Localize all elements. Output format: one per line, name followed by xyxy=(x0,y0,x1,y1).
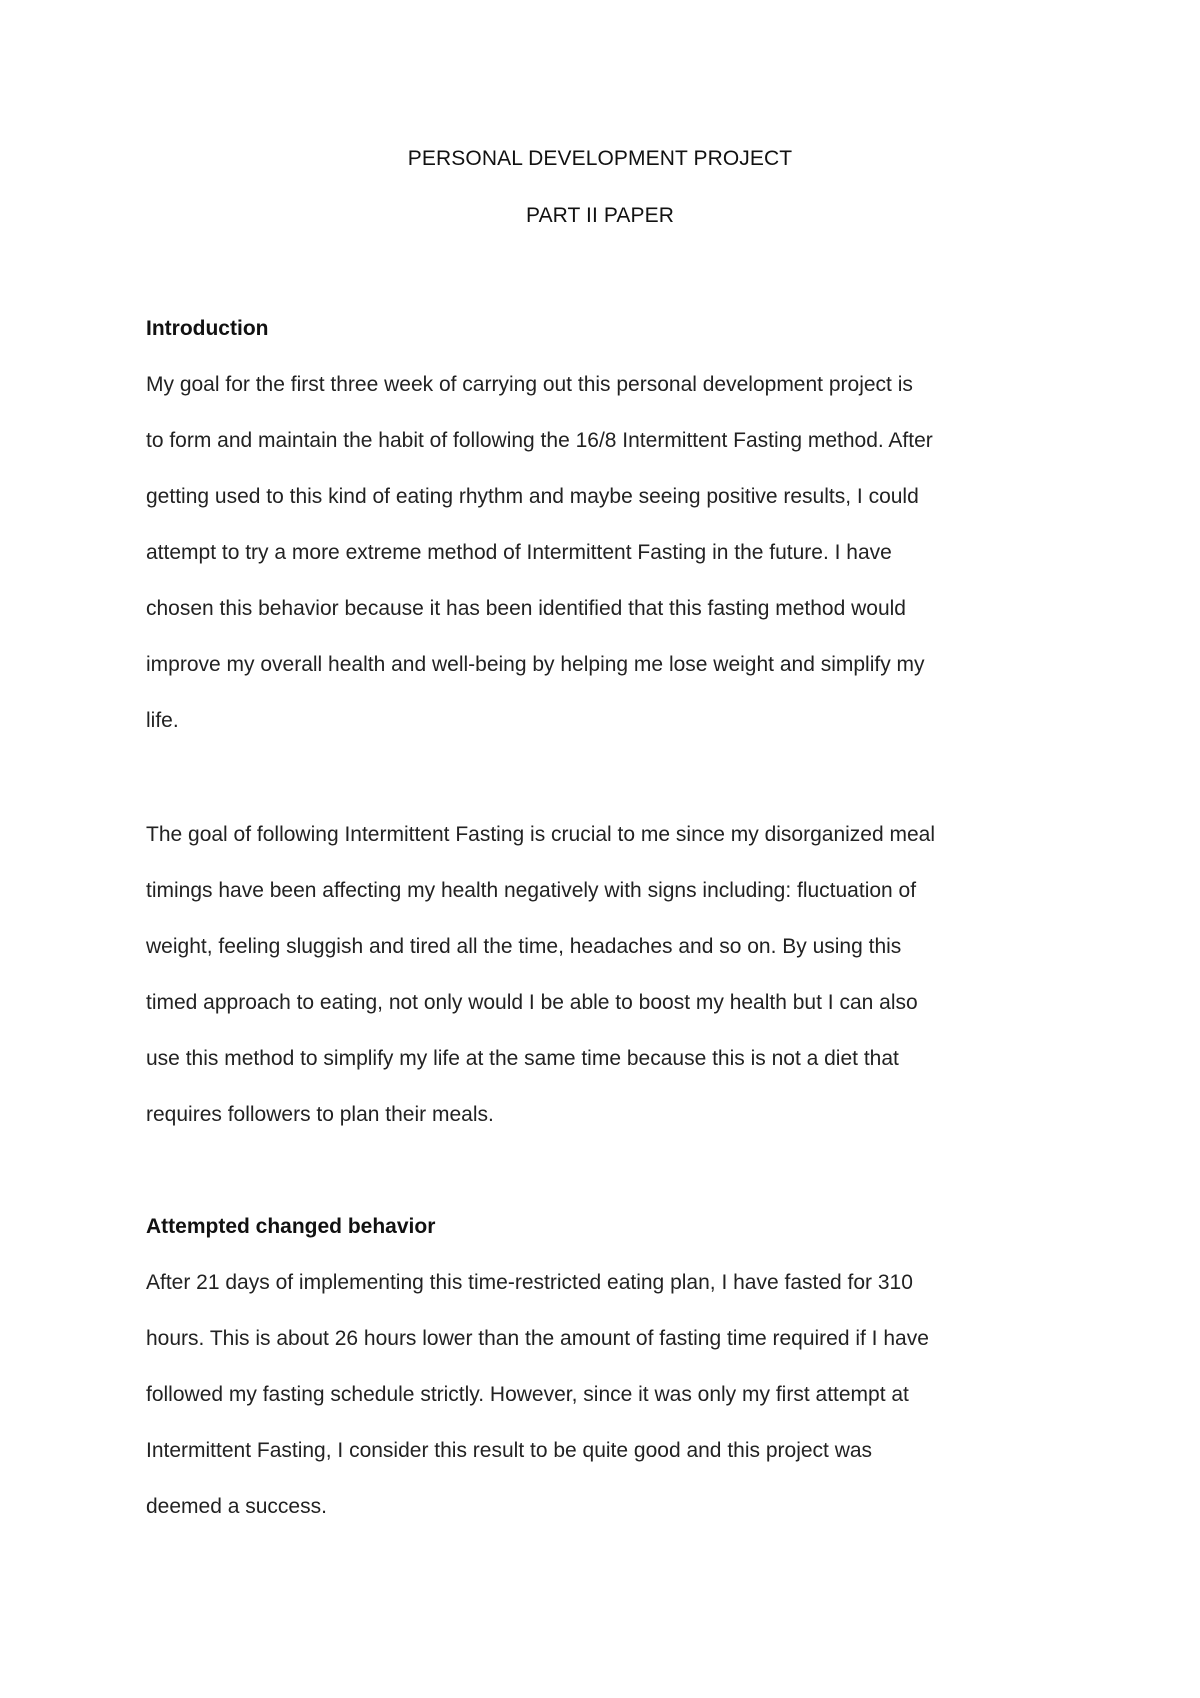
section-goal-importance xyxy=(146,807,1071,1143)
text-line: Intermittent Fasting, I consider this result to be quite good and this project was xyxy=(146,1439,873,1462)
document-title: PERSONAL DEVELOPMENT PROJECT xyxy=(407,147,793,170)
text-line: use this method to simplify my life at the same time because this is not a diet that xyxy=(146,1047,899,1070)
text-line: weight, feeling sluggish and tired all the time, headaches and so on. By using this xyxy=(146,935,902,958)
section-heading: Introduction xyxy=(146,317,269,340)
text-line: requires followers to plan their meals. xyxy=(146,1103,494,1126)
text-line: getting used to this kind of eating rhythm and maybe seeing positive results, I could xyxy=(146,485,919,508)
section-attempted-changed-behavior xyxy=(146,1199,1071,1535)
paragraph xyxy=(146,807,1071,1143)
text-line: timed approach to eating, not only would I be able to boost my health but I can also xyxy=(146,991,918,1014)
text-line: After 21 days of implementing this time-restricted eating plan, I have fasted for 310 xyxy=(146,1271,913,1294)
section-heading: Attempted changed behavior xyxy=(146,1215,436,1238)
text-line: followed my fasting schedule strictly. However, since it was only my first attempt at xyxy=(146,1383,909,1406)
text-line: chosen this behavior because it has been identified that this fasting method would xyxy=(146,597,906,620)
text-line: hours. This is about 26 hours lower than the amount of fasting time required if I have xyxy=(146,1327,929,1350)
paragraph xyxy=(146,1255,1071,1535)
paragraph xyxy=(146,357,1071,749)
text-line: My goal for the first three week of carrying out this personal development project is xyxy=(146,373,913,396)
text-line: timings have been affecting my health negatively with signs including: fluctuation of xyxy=(146,879,917,902)
text-line: attempt to try a more extreme method of Intermittent Fasting in the future. I have xyxy=(146,541,892,564)
text-line: to form and maintain the habit of following the 16/8 Intermittent Fasting method. After xyxy=(146,429,933,452)
text-line: life. xyxy=(146,709,179,732)
section-introduction xyxy=(146,301,1071,749)
text-line: improve my overall health and well-being by helping me lose weight and simplify my xyxy=(146,653,925,676)
text-line: The goal of following Intermittent Fasting is crucial to me since my disorganized meal xyxy=(146,823,936,846)
document-subtitle: PART II PAPER xyxy=(526,204,674,227)
text-line: deemed a success. xyxy=(146,1495,327,1518)
